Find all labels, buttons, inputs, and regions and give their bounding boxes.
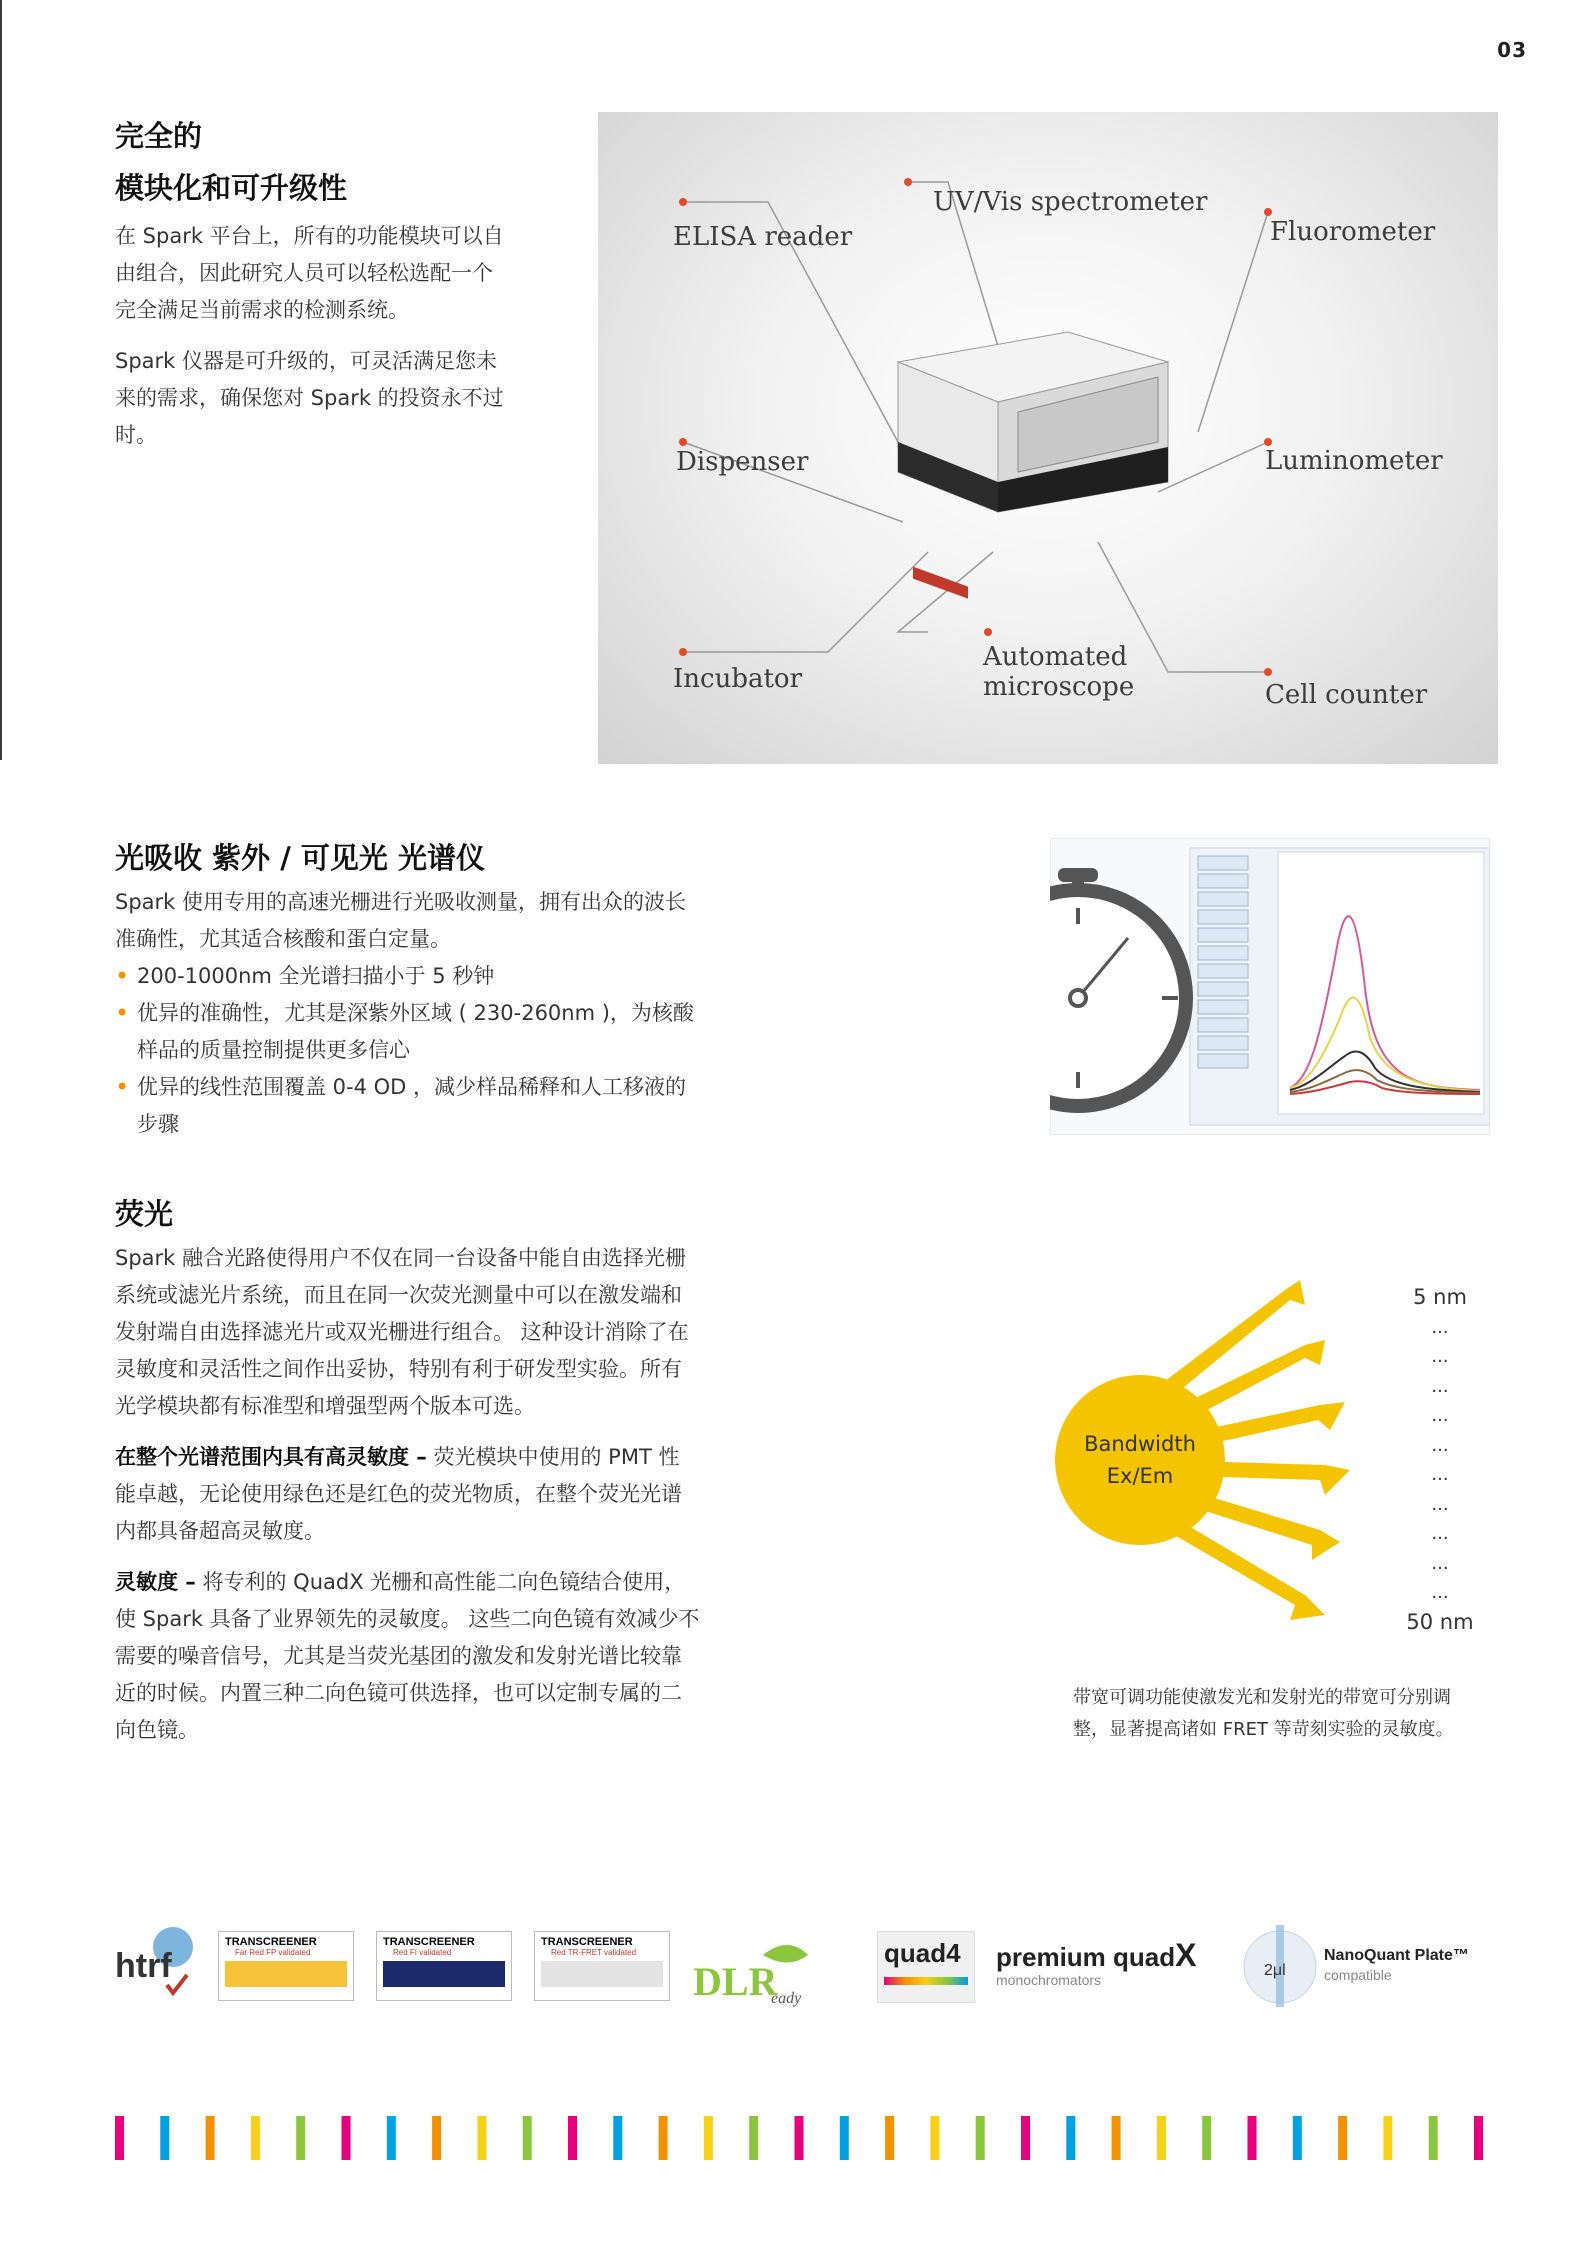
bandwidth-ellipsis-8: ... (1431, 1523, 1449, 1544)
bandwidth-ellipsis-6: ... (1431, 1464, 1449, 1485)
s3-para1-line5: 光学模块都有标准型和增强型两个版本可选。 (115, 1394, 535, 1418)
color-stripe (1383, 2116, 1392, 2160)
s3-para2-line3: 内都具备超高灵敏度。 (115, 1519, 325, 1543)
color-stripe (1429, 2116, 1438, 2160)
htrf-logo (115, 1925, 195, 2005)
section1-title (115, 110, 347, 214)
color-stripe (1293, 2116, 1302, 2160)
bandwidth-label-line1: Bandwidth (1084, 1432, 1196, 1456)
s2-intro-line1: Spark 使用专用的高速光栅进行光吸收测量，拥有出众的波长 (115, 890, 686, 914)
color-stripe (1202, 2116, 1211, 2160)
section1-body (115, 218, 575, 454)
color-stripe (296, 2116, 305, 2160)
s3-para3-line4: 近的时候。内置三种二向色镜可供选择，也可以定制专属的二 (115, 1681, 682, 1705)
bandwidth-ellipsis-9: ... (1431, 1552, 1449, 1574)
s3-para3-line2: 使 Spark 具备了业界领先的灵敏度。 这些二向色镜有效减少不 (115, 1607, 700, 1631)
color-stripe (1157, 2116, 1166, 2160)
color-stripe (115, 2116, 124, 2160)
bandwidth-label (1065, 1428, 1215, 1492)
nanoquant-badge (1240, 1925, 1320, 2007)
bandwidth-bottom-value: 50 nm (1406, 1609, 1474, 1634)
transcreener-logo-3 (534, 1931, 670, 2001)
bandwidth-ellipsis-2: ... (1431, 1346, 1449, 1367)
premium-quadx-logo (996, 1937, 1226, 1997)
dlr-badge (693, 1935, 823, 2007)
bandwidth-caption-line2: 整，显著提高诸如 FRET 等苛刻实验的灵敏度。 (1073, 1719, 1454, 1740)
transcreener-1-title: TRANSCREENER (225, 1936, 317, 1948)
s3-para1-line3: 发射端自由选择滤光片或双光栅进行组合。 这种设计消除了在 (115, 1320, 689, 1344)
color-stripe (251, 2116, 260, 2160)
bandwidth-ellipsis-7: ... (1431, 1493, 1449, 1515)
dlr-text: DLR (693, 1959, 778, 2004)
transcreener-logo-2 (376, 1931, 512, 2001)
color-stripe (885, 2116, 894, 2160)
color-stripe (930, 2116, 939, 2160)
s3-para2-line1: 在整个光谱范围内具有高灵敏度 – 荧光模块中使用的 PMT 性 (115, 1445, 680, 1469)
s3-para3-line1: 灵敏度 – 将专利的 QuadX 光栅和高性能二向色镜结合使用， (115, 1570, 686, 1594)
label-elisa-reader: ELISA reader (673, 222, 853, 252)
color-stripe (976, 2116, 985, 2160)
color-stripe (1112, 2116, 1121, 2160)
section2-body (115, 884, 775, 1143)
color-stripe (206, 2116, 215, 2160)
label-incubator: Incubator (673, 664, 802, 694)
bandwidth-ellipsis-5: ... (1431, 1434, 1449, 1456)
s3-para3-line3: 需要的噪音信号，尤其是当荧光基团的激发和发射光谱比较靠 (115, 1644, 682, 1668)
transcreener-2-sub: Red FI validated (393, 1948, 452, 1957)
section2-title: 光吸收 紫外 / 可见光 光谱仪 (115, 841, 485, 875)
premium-quadx-title: premium quadX (996, 1937, 1197, 1973)
s3-para1-line4: 灵敏度和灵活性之间作出妥协，特别有利于研发型实验。所有 (115, 1357, 682, 1381)
transcreener-logo-1 (218, 1931, 354, 2001)
color-stripe (1474, 2116, 1483, 2160)
uv-vis-spectrum-image (1050, 838, 1490, 1135)
color-stripe (795, 2116, 804, 2160)
s3-para2-line2: 能卓越，无论使用绿色还是红色的荧光物质，在整个荧光光谱 (115, 1482, 682, 1506)
color-stripe (1021, 2116, 1030, 2160)
s2-bullet-2: • 优异的准确性，尤其是深紫外区域 ( 230-260nm )，为核酸 样品的质量控制提供更多信心 (115, 995, 775, 1069)
s3-para1-line2: 系统或滤光片系统，而且在同一次荧光测量中可以在激发端和 (115, 1283, 682, 1307)
color-stripe (659, 2116, 668, 2160)
color-stripe (160, 2116, 169, 2160)
quad4-logo (877, 1931, 975, 2003)
color-stripe (1248, 2116, 1257, 2160)
s1-para1-line3: 完全满足当前需求的检测系统。 (115, 298, 409, 322)
color-stripe-band (115, 2116, 1490, 2160)
htrf-badge (115, 1925, 195, 2005)
nanoquant-title: NanoQuant Plate™ (1324, 1947, 1469, 1964)
s3-para1-line1: Spark 融合光路使得用户不仅在同一台设备中能自由选择光栅 (115, 1246, 686, 1270)
s2-intro-line2: 准确性，尤其适合核酸和蛋白定量。 (115, 927, 451, 951)
dlr-ready-logo (693, 1935, 823, 2007)
transcreener-3-title: TRANSCREENER (541, 1936, 633, 1948)
color-stripe (477, 2116, 486, 2160)
color-stripe (613, 2116, 622, 2160)
s1-para1-line2: 由组合，因此研究人员可以轻松选配一个 (115, 261, 493, 285)
label-automated-microscope (983, 642, 1134, 702)
section1-title-line1: 完全的 (115, 119, 203, 153)
transcreener-2-title: TRANSCREENER (383, 1936, 475, 1948)
bandwidth-ellipsis-1: ... (1431, 1316, 1449, 1338)
modules-diagram (598, 112, 1498, 764)
color-stripe (1338, 2116, 1347, 2160)
label-cell-counter: Cell counter (1265, 680, 1428, 710)
color-stripe (342, 2116, 351, 2160)
nanoquant-volume: 2μl (1264, 1962, 1286, 1979)
page-number: 03 (1497, 38, 1527, 62)
s1-para2-line1: Spark 仪器是可升级的，可灵活满足您未 (115, 349, 497, 373)
bandwidth-caption-line1: 带宽可调功能使激发光和发射光的带宽可分别调 (1073, 1687, 1451, 1708)
s1-para1-line1: 在 Spark 平台上，所有的功能模块可以自 (115, 224, 504, 248)
transcreener-3-sub: Red TR-FRET validated (551, 1948, 637, 1957)
s1-para2-line3: 时。 (115, 423, 157, 447)
bandwidth-ellipsis-4: ... (1431, 1405, 1449, 1426)
dlr-sub: eady (771, 1990, 802, 2007)
color-stripe (523, 2116, 532, 2160)
label-microscope-line2: microscope (983, 672, 1135, 702)
partner-logos (115, 1925, 1515, 2015)
color-stripe (568, 2116, 577, 2160)
bandwidth-top-value: 5 nm (1413, 1285, 1467, 1309)
label-microscope-line1: Automated (983, 642, 1128, 672)
bandwidth-label-line2: Ex/Em (1106, 1464, 1174, 1488)
bandwidth-scale (1400, 1283, 1480, 1637)
color-stripe (387, 2116, 396, 2160)
nanoquant-logo (1240, 1925, 1490, 2007)
color-stripe (432, 2116, 441, 2160)
bandwidth-caption (1073, 1682, 1513, 1746)
label-luminometer: Luminometer (1265, 446, 1443, 476)
premium-quadx-sub: monochromators (996, 1972, 1102, 1988)
stopwatch-and-spectrum-illustration (1050, 838, 1490, 1135)
s3-para3-line5: 向色镜。 (115, 1718, 199, 1742)
quad4-text: quad4 (884, 1938, 961, 1968)
htrf-text: htrf (115, 1947, 172, 1985)
color-stripe (749, 2116, 758, 2160)
color-stripe (1066, 2116, 1075, 2160)
section1-title-line2: 模块化和可升级性 (115, 171, 348, 205)
left-margin-rule (0, 0, 2, 760)
label-dispenser: Dispenser (676, 447, 809, 477)
color-stripe (704, 2116, 713, 2160)
nanoquant-sub: compatible (1324, 1967, 1392, 1983)
label-uvvis-spectrometer: UV/Vis spectrometer (933, 187, 1208, 217)
transcreener-1-sub: Far Red FP validated (235, 1948, 311, 1957)
s2-bullet-3: • 优异的线性范围覆盖 0-4 OD ，减少样品稀释和人工移液的 步骤 (115, 1069, 775, 1143)
bandwidth-ellipsis-10: ... (1431, 1582, 1449, 1603)
s2-bullet-list (115, 958, 775, 1143)
color-stripe (840, 2116, 849, 2160)
section3-body (115, 1240, 775, 1749)
label-fluorometer: Fluorometer (1270, 217, 1436, 247)
s1-para2-line2: 来的需求，确保您对 Spark 的投资永不过 (115, 386, 504, 410)
section3-title: 荧光 (115, 1197, 174, 1231)
s2-bullet-1: • 200-1000nm 全光谱扫描小于 5 秒钟 (115, 958, 775, 995)
bandwidth-ellipsis-3: ... (1431, 1375, 1449, 1397)
instrument-image (898, 332, 1168, 599)
